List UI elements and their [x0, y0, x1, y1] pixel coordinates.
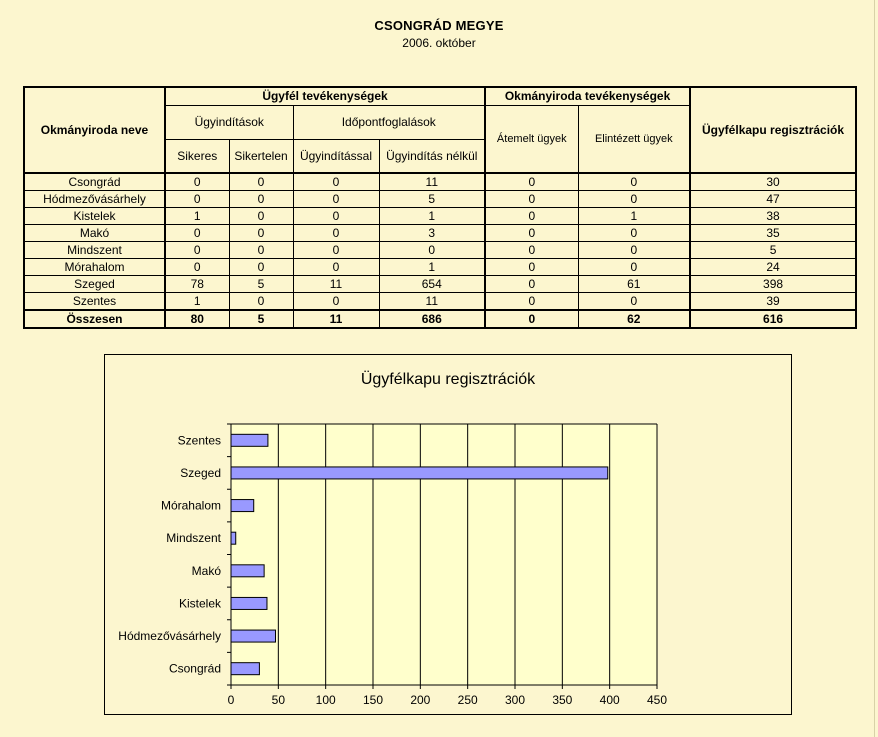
bar	[231, 532, 236, 544]
value-cell: 0	[485, 173, 578, 191]
value-cell: 0	[578, 259, 690, 276]
office-name-cell: Kistelek	[24, 208, 165, 225]
value-cell: 0	[293, 173, 379, 191]
table-row	[24, 276, 856, 293]
value-cell: 0	[293, 242, 379, 259]
office-name-cell: Csongrád	[24, 173, 165, 191]
value-cell: 5	[379, 191, 485, 208]
value-cell: 0	[293, 225, 379, 242]
table-row	[24, 242, 856, 259]
value-cell: 0	[229, 225, 293, 242]
x-tick-label: 200	[410, 693, 431, 707]
value-cell: 11	[379, 293, 485, 311]
value-cell: 0	[293, 293, 379, 311]
value-cell: 0	[229, 191, 293, 208]
x-tick-label: 300	[504, 693, 526, 707]
table-row	[24, 293, 856, 311]
value-cell: 47	[690, 191, 856, 208]
x-tick-label: 50	[271, 693, 286, 707]
header-with-initiation: Ügyindítással	[293, 139, 379, 173]
x-tick-label: 350	[552, 693, 573, 707]
header-without-initiation: Ügyindítás nélkül	[379, 139, 485, 173]
value-cell: 0	[229, 293, 293, 311]
value-cell: 0	[229, 173, 293, 191]
x-tick-label: 400	[599, 693, 620, 707]
header-office-name: Okmányiroda neve	[24, 87, 165, 173]
value-cell: 3	[379, 225, 485, 242]
value-cell: 0	[578, 242, 690, 259]
chart-panel	[104, 354, 792, 715]
value-cell: 686	[379, 310, 485, 328]
header-office-activities: Okmányiroda tevékenységek	[485, 87, 690, 105]
value-cell: 61	[578, 276, 690, 293]
value-cell: 0	[578, 225, 690, 242]
header-completed: Elintézett ügyek	[578, 105, 690, 173]
bar-chart	[105, 355, 791, 714]
category-label: Szentes	[177, 433, 221, 448]
value-cell: 1	[379, 259, 485, 276]
value-cell: 398	[690, 276, 856, 293]
bar	[231, 597, 267, 609]
category-label: Hódmezővásárhely	[118, 629, 221, 644]
value-cell: 654	[379, 276, 485, 293]
value-cell: 30	[690, 173, 856, 191]
value-cell: 0	[293, 208, 379, 225]
header-portal-registrations: Ügyfélkapu regisztrációk	[690, 87, 856, 173]
value-cell: 0	[485, 259, 578, 276]
header-client-activities: Ügyfél tevékenységek	[165, 87, 485, 105]
value-cell: 0	[578, 293, 690, 311]
x-tick-label: 150	[362, 693, 384, 707]
value-cell: 0	[485, 208, 578, 225]
x-tick-label: 450	[646, 693, 668, 707]
bar	[231, 630, 275, 642]
category-label: Kistelek	[178, 596, 221, 611]
value-cell: 0	[229, 208, 293, 225]
value-cell: 80	[165, 310, 229, 328]
table-row	[24, 208, 856, 225]
bar	[231, 434, 268, 446]
x-tick-label: 250	[457, 693, 478, 707]
table-total-row	[24, 310, 856, 328]
value-cell: 0	[578, 191, 690, 208]
value-cell: 5	[690, 242, 856, 259]
value-cell: 616	[690, 310, 856, 328]
value-cell: 0	[165, 259, 229, 276]
office-name-cell: Szeged	[24, 276, 165, 293]
value-cell: 78	[165, 276, 229, 293]
table-row	[24, 225, 856, 242]
value-cell: 0	[165, 191, 229, 208]
value-cell: 0	[485, 293, 578, 311]
value-cell: 0	[485, 310, 578, 328]
value-cell: 0	[293, 259, 379, 276]
office-name-cell: Mindszent	[24, 242, 165, 259]
value-cell: 0	[165, 225, 229, 242]
plot-area	[231, 424, 657, 685]
value-cell: 1	[578, 208, 690, 225]
value-cell: 0	[485, 276, 578, 293]
header-initiations: Ügyindítások	[165, 105, 293, 139]
value-cell: 0	[165, 242, 229, 259]
bar	[231, 500, 254, 512]
value-cell: 39	[690, 293, 856, 311]
category-label: Mórahalom	[160, 498, 221, 513]
value-cell: 11	[293, 276, 379, 293]
category-label: Makó	[191, 563, 221, 578]
value-cell: 5	[229, 276, 293, 293]
office-name-cell: Szentes	[24, 293, 165, 311]
value-cell: 38	[690, 208, 856, 225]
category-label: Szeged	[180, 465, 221, 480]
header-unsuccessful: Sikertelen	[229, 139, 293, 173]
chart-title: Ügyfélkapu regisztrációk	[360, 371, 536, 388]
value-cell: 1	[379, 208, 485, 225]
office-name-cell: Összesen	[24, 310, 165, 328]
category-label: Csongrád	[168, 661, 221, 676]
office-name-cell: Makó	[24, 225, 165, 242]
value-cell: 62	[578, 310, 690, 328]
value-cell: 0	[165, 173, 229, 191]
value-cell: 0	[485, 191, 578, 208]
value-cell: 24	[690, 259, 856, 276]
bar	[231, 663, 259, 675]
value-cell: 0	[485, 225, 578, 242]
value-cell: 0	[379, 242, 485, 259]
value-cell: 0	[485, 242, 578, 259]
value-cell: 0	[293, 191, 379, 208]
table-row	[24, 191, 856, 208]
x-tick-label: 100	[315, 693, 336, 707]
value-cell: 0	[229, 242, 293, 259]
table-row	[24, 259, 856, 276]
value-cell: 5	[229, 310, 293, 328]
value-cell: 0	[578, 173, 690, 191]
page-subtitle: 2006. október	[402, 36, 476, 50]
header-transferred: Átemelt ügyek	[485, 105, 578, 173]
office-name-cell: Hódmezővásárhely	[24, 191, 165, 208]
category-label: Mindszent	[166, 531, 221, 546]
header-bookings: Időpontfoglalások	[293, 105, 485, 139]
header-successful: Sikeres	[165, 139, 229, 173]
value-cell: 1	[165, 293, 229, 311]
statistics-table	[23, 86, 857, 329]
value-cell: 35	[690, 225, 856, 242]
value-cell: 0	[229, 259, 293, 276]
table-row	[24, 173, 856, 191]
value-cell: 11	[293, 310, 379, 328]
x-tick-label: 0	[227, 693, 235, 707]
value-cell: 1	[165, 208, 229, 225]
bar	[231, 467, 608, 479]
bar	[231, 565, 264, 577]
value-cell: 11	[379, 173, 485, 191]
window-edge	[874, 0, 878, 737]
office-name-cell: Mórahalom	[24, 259, 165, 276]
page-title: CSONGRÁD MEGYE	[374, 18, 504, 33]
